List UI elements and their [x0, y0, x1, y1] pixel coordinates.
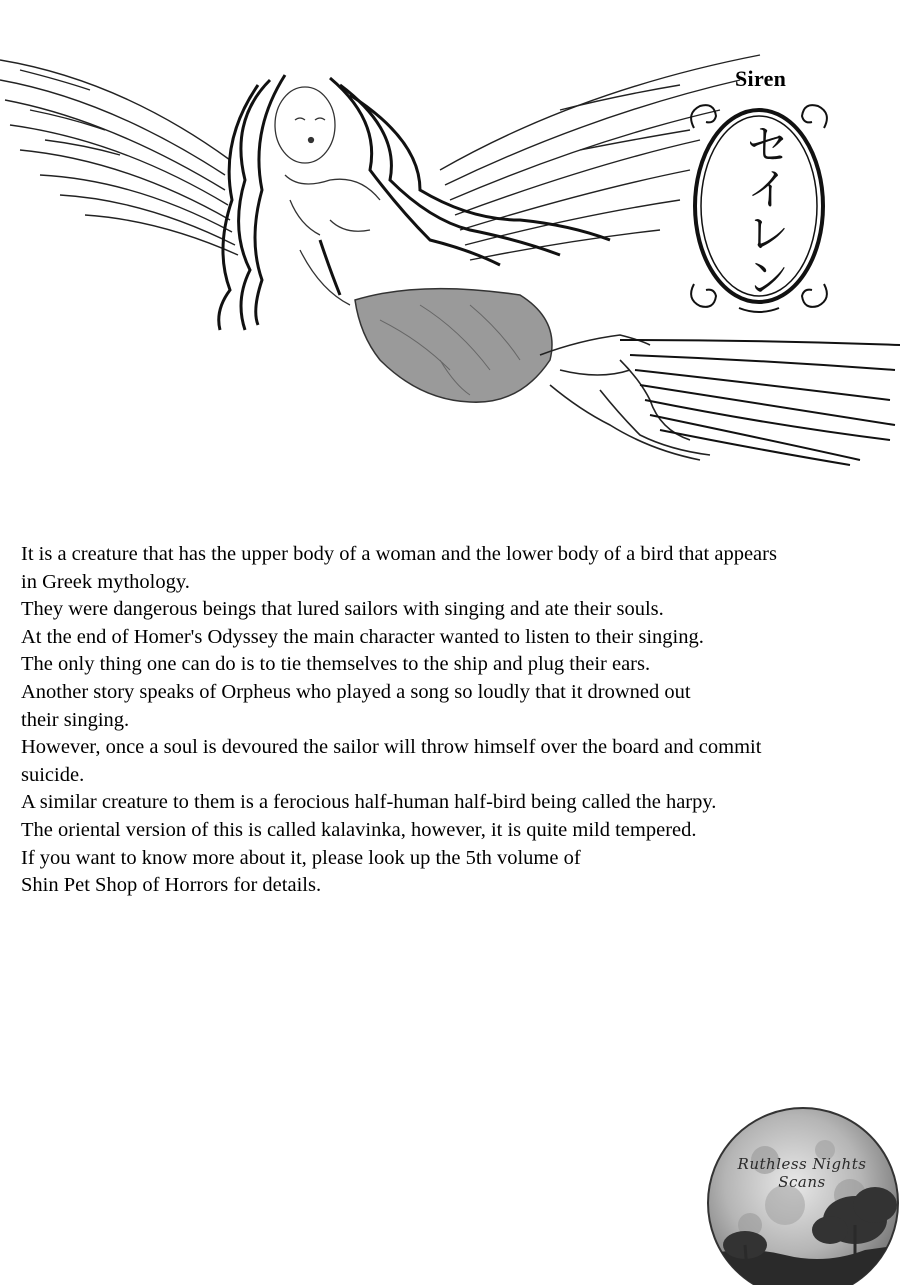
description-line: They were dangerous beings that lured sailors with singing and ate their souls.	[21, 598, 664, 621]
description-line: A similar creature to them is a ferocious half-human half-bird being called the harpy.	[21, 791, 717, 814]
description-line: their singing.	[21, 708, 130, 731]
talons	[540, 335, 710, 460]
description-line: The oriental version of this is called kalavinka, however, it is quite mild tempered.	[21, 818, 697, 841]
description-line: Another story speaks of Orpheus who played a song so loudly that it drowned out	[21, 680, 691, 703]
page-title: Siren	[735, 66, 787, 91]
description-line: However, once a soul is devoured the sailor will throw himself over the board and commit	[21, 736, 762, 759]
description-line: Shin Pet Shop of Horrors for details.	[21, 874, 322, 897]
moon-logo	[705, 1105, 900, 1285]
bird-body	[355, 289, 552, 403]
description-line: At the end of Homer's Odyssey the main character wanted to listen to their singing.	[21, 625, 704, 648]
tail-feathers	[620, 340, 900, 465]
japanese-name: セイレン	[738, 122, 789, 298]
description-line: in Greek mythology.	[21, 570, 190, 593]
description-text	[21, 541, 891, 900]
description-line: suicide.	[21, 763, 85, 786]
description-line: If you want to know more about it, please look up the 5th volume of	[21, 846, 581, 869]
description-line: The only thing one can do is to tie themselves to the ship and plug their ears.	[21, 653, 651, 676]
description-line: It is a creature that has the upper body of a woman and the lower body of a bird that appears	[21, 543, 777, 565]
scanlation-credit: Ruthless Nights Scans	[737, 1155, 867, 1191]
left-wing	[0, 60, 238, 255]
